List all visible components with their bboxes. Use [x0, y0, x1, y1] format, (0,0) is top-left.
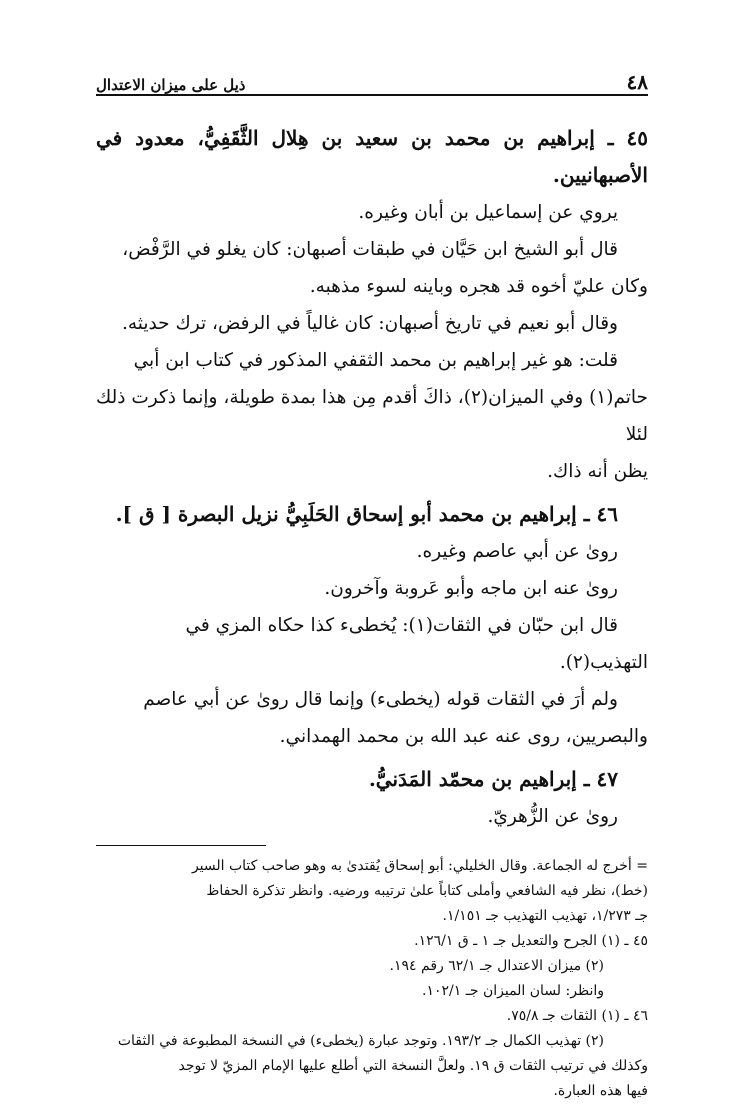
entry-heading: ٤٧ ـ إبراهيم بن محمّد المَدَنيُّ.	[368, 767, 618, 791]
running-header	[96, 60, 648, 96]
footnote-line: (٢) تهذيب الكمال جـ ١٩٣/٢. وتوجد عبارة (يخطىء) في النسخة المطبوعة في الثقات	[117, 1033, 604, 1049]
footnote-line: (٢) ميزان الاعتدال جـ ٦٢/١ رقم ١٩٤.	[389, 958, 604, 974]
entry-45	[96, 120, 648, 490]
footnote-line: جـ ١/٢٧٣، تهذيب التهذيب جـ ١/١٥١.	[442, 908, 648, 924]
text-line: وقال أبو نعيم في تاريخ أصبهان: كان غالياً في الرفض، ترك حديثه.	[121, 313, 618, 334]
footnotes	[96, 854, 648, 1104]
text-line: ولم أرَ في الثقات قوله (يخطىء) وإنما قال روىٰ عن أبي عاصم	[143, 689, 618, 710]
footnote-line: وانظر: لسان الميزان جـ ١٠٢/١.	[422, 983, 604, 999]
footnote-divider	[96, 845, 266, 846]
footnote-line: = أخرج له الجماعة. وقال الخليلي: أبو إسحاق يُقتدىٰ به وهو صاحب كتاب السير	[191, 858, 648, 874]
text-line: يروي عن إسماعيل بن أبان وغيره.	[358, 202, 618, 223]
entry-46	[96, 496, 648, 755]
text-line: روىٰ عن أبي عاصم وغيره.	[416, 541, 618, 562]
book-title: ذيل على ميزان الاعتدال	[96, 76, 246, 94]
text-line: قلت: هو غير إبراهيم بن محمد الثقفي المذكور في كتاب ابن أبي	[133, 350, 618, 371]
entry-heading: ٤٦ ـ إبراهيم بن محمد أبو إسحاق الحَلَبِيُّ نزيل البصرة [ ق ].	[115, 502, 618, 526]
text-line: حاتم(١) وفي الميزان(٢)، ذاكَ أقدم مِن هذا بمدة طويلة، وإنما ذكرت ذلك لئلا	[96, 387, 648, 445]
text-line: يظن أنه ذاك.	[547, 461, 648, 482]
text-line: قال أبو الشيخ ابن حَيَّان في طبقات أصبهان: كان يغلو في الرَّفْض،	[122, 239, 618, 260]
text-line: التهذيب(٢).	[559, 652, 648, 673]
main-text	[96, 120, 648, 835]
text-line: روىٰ عن الزُّهريّ.	[487, 806, 618, 827]
footnote-line: ٤٥ ـ (١) الجرح والتعديل جـ ١ ـ ق ١٢٦/١.	[414, 933, 648, 949]
entry-heading: ٤٥ ـ إبراهيم بن محمد بن سعيد بن هِلال الثَّقَفِيُّ، معدود في الأصبهانيين.	[96, 126, 648, 187]
text-line: والبصريين، روى عنه عبد الله بن محمد الهمداني.	[279, 726, 648, 747]
text-line: قال ابن حبّان في الثقات(١): يُخطىء كذا حكاه المزي في	[185, 615, 618, 636]
footnote-line: ٤٦ ـ (١) الثقات جـ ٧٥/٨.	[506, 1008, 648, 1024]
footnote-line: (خط)، نظر فيه الشافعي وأملى كتاباً علىٰ ترتيبه ورضيه. وانظر تذكرة الحفاظ	[206, 883, 648, 899]
footnote-line: وكذلك في ترتيب الثقات ق ١٩. ولعلَّ النسخة التي أطلع عليها الإمام المزيّ لا توجد	[178, 1058, 648, 1074]
text-line: روىٰ عنه ابن ماجه وأبو عَروبة وآخرون.	[324, 578, 618, 599]
book-page	[96, 60, 648, 1104]
text-line: وكان عليّ أخوه قد هجره وباينه لسوء مذهبه.	[309, 276, 648, 297]
entry-47	[96, 761, 648, 835]
page-number: ٤٨	[626, 70, 648, 94]
footnote-line: فيها هذه العبارة.	[553, 1083, 648, 1099]
